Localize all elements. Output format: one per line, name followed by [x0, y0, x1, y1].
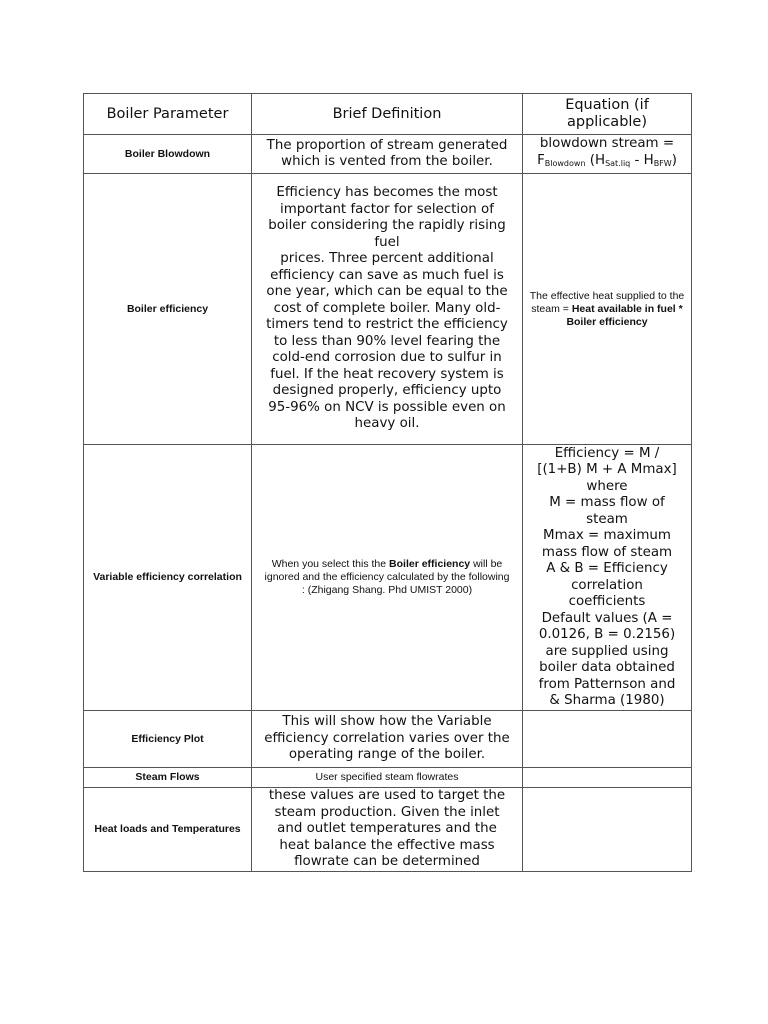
header-parameter: Boiler Parameter [84, 94, 252, 135]
definition-variable-post: will be ignored and the efficiency calculated by the following : (Zhigang Shang. Phd UMIST 2000) [264, 558, 510, 596]
definition-efficiency-line: 95-96% on NCV is possible even on [268, 399, 506, 415]
equation-efficiency [523, 174, 692, 445]
equation-steam [523, 768, 692, 788]
definition-efficiency-line: heavy oil. [354, 416, 420, 432]
equation-variable-line: where [586, 478, 628, 494]
equation-blowdown-minus: - H [630, 152, 654, 168]
definition-efficiency-line: timers tend to restrict the efficiency [266, 317, 508, 333]
definition-variable [252, 445, 523, 711]
equation-variable-line: mass flow of steam [541, 544, 673, 560]
equation-blowdown-f: F [537, 152, 545, 168]
equation-variable-line: coefficients [568, 594, 646, 609]
equation-blowdown-h2-sub: BFW [653, 158, 672, 168]
equation-variable-line: Efficiency = M / [554, 445, 660, 461]
definition-efficiency-line: important factor for selection of [280, 201, 494, 217]
equation-blowdown [523, 135, 692, 174]
definition-variable-pre: When you select this the [271, 558, 390, 570]
definition-efficiency-line: fuel [374, 234, 400, 250]
equation-variable-line: Default values (A = [541, 610, 673, 626]
equation-variable-line: steam [586, 511, 628, 527]
definition-efficiency-line: designed properly, efficiency upto [272, 383, 502, 399]
equation-heat [523, 788, 692, 872]
row-plot [84, 711, 692, 768]
parameter-plot: Efficiency Plot [84, 711, 252, 768]
header-equation: Equation (if applicable) [523, 94, 692, 135]
row-efficiency [84, 174, 692, 445]
definition-efficiency-line: one year, which can be equal to the [266, 284, 508, 300]
equation-variable-line: boiler data obtained [539, 660, 675, 675]
equation-variable-line: correlation [571, 577, 643, 593]
parameter-heat: Heat loads and Temperatures [84, 788, 252, 872]
row-blowdown [84, 135, 692, 174]
equation-blowdown-prefix: blowdown stream = [539, 136, 675, 151]
parameter-steam: Steam Flows [84, 768, 252, 788]
row-heat [84, 788, 692, 872]
equation-variable-line: A & B = Efficiency [546, 561, 668, 576]
definition-plot: This will show how the Variable efficiency correlation varies over the operating range of the boiler. [252, 711, 523, 768]
definition-efficiency-line: efficiency can save as much fuel is [270, 267, 504, 283]
definition-efficiency-line: fuel. If the heat recovery system is [270, 366, 504, 382]
parameter-variable: Variable efficiency correlation [84, 445, 252, 711]
equation-variable-line: [(1+B) M + A Mmax] [537, 462, 677, 477]
header-definition: Brief Definition [252, 94, 523, 135]
equation-variable-line: M = mass flow of [549, 495, 665, 510]
definition-heat: these values are used to target the steam production. Given the inlet and outlet temperatures and the heat balance the effective mass flowrate can be determined [252, 788, 523, 872]
definition-efficiency-line: boiler considering the rapidly rising [268, 218, 506, 234]
equation-blowdown-mid: (H [585, 152, 606, 168]
row-variable [84, 445, 692, 711]
equation-variable-line: are supplied using [545, 643, 669, 659]
row-steam [84, 768, 692, 788]
definition-variable-bold: Boiler efficiency [389, 558, 471, 570]
boiler-parameter-table [83, 93, 692, 872]
definition-steam: User specified steam flowrates [252, 768, 523, 788]
equation-blowdown-f-sub: Blowdown [544, 158, 586, 168]
equation-blowdown-h1-sub: Sat.liq [605, 158, 631, 168]
equation-plot [523, 711, 692, 768]
equation-blowdown-close: ) [671, 152, 677, 168]
equation-variable-line: 0.0126, B = 0.2156) [538, 627, 676, 642]
equation-variable [523, 445, 692, 711]
parameter-blowdown: Boiler Blowdown [84, 135, 252, 174]
definition-efficiency-line: to less than 90% level fearing the [273, 333, 501, 349]
parameter-efficiency: Boiler efficiency [84, 174, 252, 445]
equation-variable-line: from Patternson and [538, 676, 676, 692]
definition-efficiency-line: cold-end corrosion due to sulfur in [272, 350, 502, 366]
definition-efficiency-line: prices. Three percent additional [280, 251, 494, 267]
definition-efficiency-line: cost of complete boiler. Many old- [273, 300, 501, 316]
equation-efficiency-bold: Heat available in fuel * Boiler efficiency [566, 302, 683, 328]
definition-blowdown: The proportion of stream generated which is vented from the boiler. [252, 135, 523, 174]
equation-variable-line: Mmax = maximum [543, 528, 671, 543]
equation-efficiency-text: The effective heat supplied to the steam = [529, 289, 685, 315]
definition-efficiency [252, 174, 523, 445]
definition-efficiency-line: Efficiency has becomes the most [276, 185, 498, 201]
header-row [84, 94, 692, 135]
equation-variable-line: & Sharma (1980) [549, 693, 665, 708]
